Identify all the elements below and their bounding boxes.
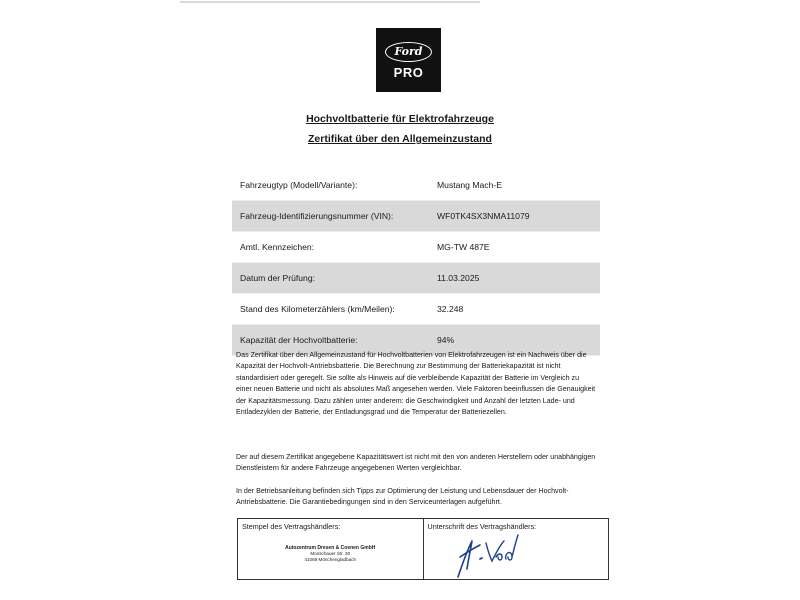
table-row <box>232 294 600 325</box>
row-label: Stand des Kilometerzählers (km/Meilen): <box>240 304 395 314</box>
signature-label: Unterschrift des Vertragshändlers: <box>427 522 537 531</box>
row-value: WF0TK4SX3NMA11079 <box>437 211 530 221</box>
row-value: MG-TW 487E <box>437 242 490 252</box>
manual-paragraph: In der Betriebsanleitung befinden sich Tipps zur Optimierung der Leistung und Lebensdauer der Hochvolt-Antriebsbatterie. Die Garantiebedingungen sind in den Serviceunterlagen aufgeführt. <box>236 487 569 507</box>
row-label: Datum der Prüfung: <box>240 273 315 283</box>
dealer-stamp <box>238 545 423 563</box>
stamp-line: 41068 Mönchengladbach <box>304 557 357 562</box>
handwritten-signature <box>452 531 522 581</box>
row-value: Mustang Mach-E <box>437 180 502 190</box>
vehicle-info-table <box>232 170 600 356</box>
ford-oval-icon <box>385 42 432 62</box>
row-value: 94% <box>437 335 455 345</box>
stamp-line: Monschauer Str. 30 <box>310 551 351 556</box>
row-label: Amtl. Kennzeichen: <box>240 242 315 252</box>
document-title: Hochvoltbatterie für Elektrofahrzeuge <box>306 113 494 125</box>
row-value: 11.03.2025 <box>437 273 480 283</box>
signature-cell <box>424 519 609 579</box>
top-edge-line <box>180 1 480 3</box>
table-row <box>232 263 600 294</box>
table-row <box>232 201 600 232</box>
row-label: Kapazität der Hochvoltbatterie: <box>240 335 358 345</box>
stamp-cell <box>238 519 424 579</box>
logo-brand-text: Ford <box>394 45 423 58</box>
table-row <box>232 170 600 201</box>
stamp-label: Stempel des Vertragshändlers: <box>242 522 341 531</box>
document-subtitle: Zertifikat über den Allgemeinzustand <box>308 133 492 145</box>
table-row <box>232 232 600 263</box>
ford-pro-logo <box>376 28 441 92</box>
stamp-line: Autozentrum Dresen & Coenen GmbH <box>285 545 376 551</box>
row-value: 32.248 <box>437 304 464 314</box>
row-label: Fahrzeugtyp (Modell/Variante): <box>240 180 358 190</box>
logo-sub-text: PRO <box>393 65 424 80</box>
comparison-paragraph: Der auf diesem Zertifikat angegebene Kapazitätswert ist nicht mit den von anderen Herstellern oder unabhängigen Dienstleistern für andere Fahrzeuge angegebenen Werten vergleichbar. <box>236 453 596 473</box>
dealer-signature-box <box>237 518 609 580</box>
disclaimer-paragraph: Das Zertifikat über den Allgemeinzustand für Hochvoltbatterien von Elektrofahrzeugen ist ein Nachweis über die Kapazität der Hochvolt-Antriebsbatterie. Die Berechnung zur Bestimmung der Batteriekapazität ist nicht standardisiert oder geregelt. Sie sollte als Hinweis auf die verbleibende Kapazität der Batterie im Vergleich zu einer neuen Batterie und nicht als absolutes Maß angesehen werden. Viele Faktoren beeinflussen die Genauigkeit der Kapazitätsmessung. Dazu zählen unter anderem: die Geschwindigkeit und Anzahl der letzten Lade- und Entladezyklen der Batterie, der Entladungsgrad und die Temperatur der Batteriezellen. <box>236 351 596 417</box>
row-label: Fahrzeug-Identifizierungsnummer (VIN): <box>240 211 394 221</box>
